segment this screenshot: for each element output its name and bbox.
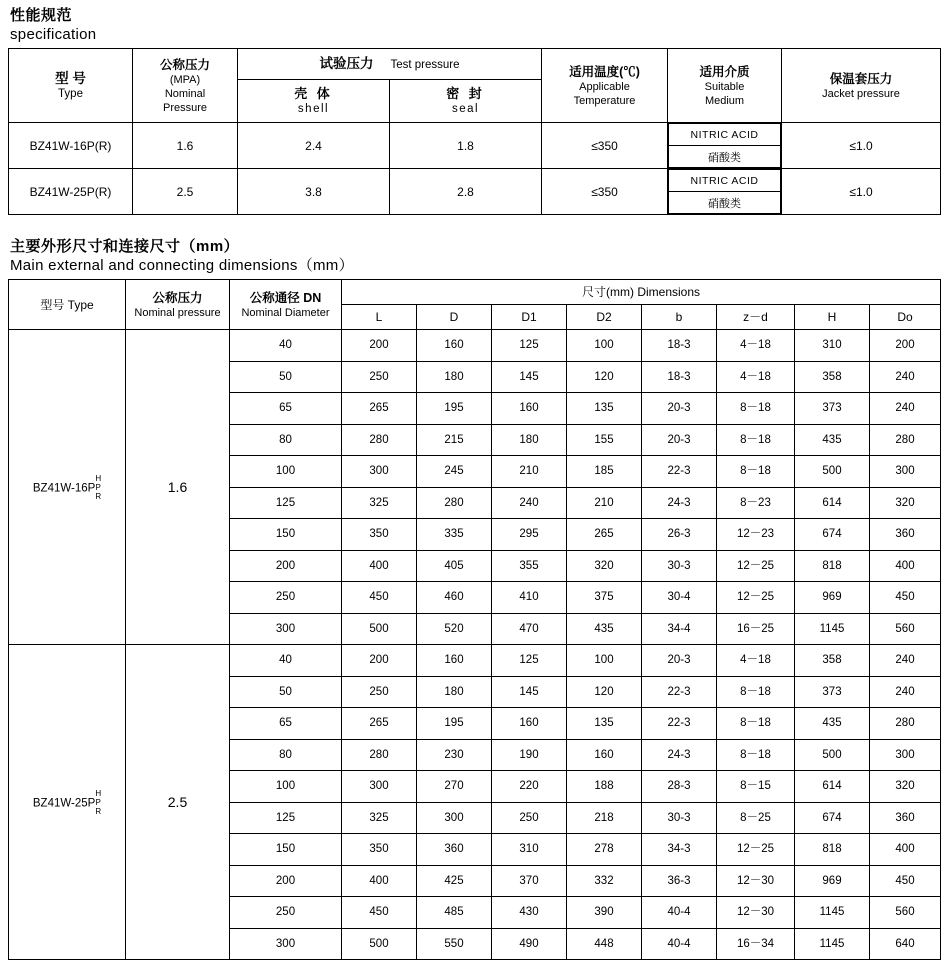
- dim-g1-r6-dn: 150: [230, 834, 342, 866]
- dim-group1-nominal-pressure: 2.5: [126, 645, 230, 960]
- dim-g0-r9-H: 1145: [795, 613, 870, 645]
- dim-g1-r2-L: 265: [342, 708, 417, 740]
- dim-g0-r6-dn: 150: [230, 519, 342, 551]
- dim-g1-r4-D: 270: [417, 771, 492, 803]
- dim-header-np-en: Nominal pressure: [134, 306, 221, 319]
- dim-g0-r5-D1: 240: [492, 487, 567, 519]
- dim-g1-r2-D1: 160: [492, 708, 567, 740]
- dim-g0-r1-b: 18-3: [642, 361, 717, 393]
- dim-g0-r8-Do: 450: [870, 582, 941, 614]
- dim-g1-r8-D2: 390: [567, 897, 642, 929]
- dim-header-col-H: H: [795, 305, 870, 330]
- dim-g0-r2-L: 265: [342, 393, 417, 425]
- dim-header-col-D1: D1: [492, 305, 567, 330]
- dim-g1-r8-dn: 250: [230, 897, 342, 929]
- dim-g1-r2-Do: 280: [870, 708, 941, 740]
- table-row: [9, 123, 941, 169]
- spec-row1-seal: 2.8: [390, 169, 542, 215]
- section-spacer: [8, 215, 940, 237]
- dim-g1-r4-D1: 220: [492, 771, 567, 803]
- dim-g0-r5-Do: 320: [870, 487, 941, 519]
- dim-g1-r0-dn: 40: [230, 645, 342, 677]
- dim-g0-r1-D: 180: [417, 361, 492, 393]
- spec-header-type-cn: 型 号: [55, 71, 86, 86]
- dim-g0-r5-zd: 8－23: [717, 487, 795, 519]
- dim-group1-model-stack: [95, 789, 101, 816]
- dim-header-col-D2: D2: [567, 305, 642, 330]
- dim-g0-r4-D2: 185: [567, 456, 642, 488]
- dim-g1-r7-H: 969: [795, 865, 870, 897]
- spec-header-jacket-en: Jacket pressure: [822, 87, 900, 100]
- dim-g1-r3-zd: 8－18: [717, 739, 795, 771]
- dim-g0-r1-dn: 50: [230, 361, 342, 393]
- dim-header-col-b: b: [642, 305, 717, 330]
- dim-g0-r0-b: 18-3: [642, 330, 717, 362]
- dim-header-col-L: L: [342, 305, 417, 330]
- dim-header-type: [9, 280, 126, 330]
- dim-g0-r5-H: 614: [795, 487, 870, 519]
- specification-table: [8, 48, 941, 215]
- dim-header-dimensions-label: 尺寸(mm) Dimensions: [582, 285, 701, 299]
- dim-g1-r3-D: 230: [417, 739, 492, 771]
- dim-g1-r3-Do: 300: [870, 739, 941, 771]
- dim-g0-r3-b: 20-3: [642, 424, 717, 456]
- dim-group0-nominal-pressure: 1.6: [126, 330, 230, 645]
- dim-g0-r0-H: 310: [795, 330, 870, 362]
- dim-g1-r0-D: 160: [417, 645, 492, 677]
- dim-g1-r0-b: 20-3: [642, 645, 717, 677]
- dim-g0-r8-D2: 375: [567, 582, 642, 614]
- dim-g0-r8-D1: 410: [492, 582, 567, 614]
- dim-g0-r6-D2: 265: [567, 519, 642, 551]
- dim-g1-r3-H: 500: [795, 739, 870, 771]
- dim-g0-r0-D: 160: [417, 330, 492, 362]
- dim-g1-r7-zd: 12－30: [717, 865, 795, 897]
- dim-g0-r9-zd: 16－25: [717, 613, 795, 645]
- dim-g1-r5-Do: 360: [870, 802, 941, 834]
- dim-g0-r6-D1: 295: [492, 519, 567, 551]
- dim-g1-r9-Do: 640: [870, 928, 941, 960]
- dim-g0-r2-zd: 8－18: [717, 393, 795, 425]
- dim-g1-r1-D2: 120: [567, 676, 642, 708]
- dim-group0-model-main: BZ41W-16P: [32, 482, 96, 495]
- dim-group1-model-sub-mid: P: [95, 797, 101, 807]
- dim-g0-r5-D2: 210: [567, 487, 642, 519]
- spec-header-nominal-pressure: [133, 49, 238, 123]
- dim-g1-r2-dn: 65: [230, 708, 342, 740]
- dim-g1-r3-D1: 190: [492, 739, 567, 771]
- dim-group1-model-sub-bot: R: [95, 806, 102, 816]
- spec-header-medium-cn: 适用介质: [699, 64, 750, 79]
- dim-header-nominal-pressure: [126, 280, 230, 330]
- dim-g0-r0-L: 200: [342, 330, 417, 362]
- dim-g0-r1-Do: 240: [870, 361, 941, 393]
- spec-header-np-unit: (MPA): [169, 73, 201, 86]
- spec-header-seal-en: seal: [451, 103, 480, 115]
- spec-header-seal: [390, 80, 542, 123]
- dim-g1-r0-D1: 125: [492, 645, 567, 677]
- dim-g0-r4-dn: 100: [230, 456, 342, 488]
- dim-g1-r9-H: 1145: [795, 928, 870, 960]
- dim-g1-r8-D: 485: [417, 897, 492, 929]
- dim-g0-r7-D1: 355: [492, 550, 567, 582]
- spec-row1-medium-cn: 硝酸类: [669, 192, 781, 214]
- dim-g1-r1-D: 180: [417, 676, 492, 708]
- spec-row0-medium-en: NITRIC ACID: [669, 124, 781, 146]
- dim-g0-r9-Do: 560: [870, 613, 941, 645]
- dim-g1-r6-zd: 12－25: [717, 834, 795, 866]
- dim-g0-r6-b: 26-3: [642, 519, 717, 551]
- dim-g1-r2-D2: 135: [567, 708, 642, 740]
- spec-header-row-1: [9, 49, 941, 80]
- dim-header-type-label: 型号 Type: [40, 297, 94, 312]
- dim-g0-r4-D1: 210: [492, 456, 567, 488]
- dim-g0-r6-H: 674: [795, 519, 870, 551]
- dim-g1-r1-dn: 50: [230, 676, 342, 708]
- dim-g1-r8-zd: 12－30: [717, 897, 795, 929]
- spec-header-temp-en2: Temperature: [573, 94, 636, 107]
- dim-g1-r7-D2: 332: [567, 865, 642, 897]
- dim-g0-r2-D2: 135: [567, 393, 642, 425]
- spec-header-shell-cn: 壳 体: [294, 86, 333, 101]
- dim-g1-r0-zd: 4－18: [717, 645, 795, 677]
- dim-g1-r0-Do: 240: [870, 645, 941, 677]
- dim-g0-r4-Do: 300: [870, 456, 941, 488]
- dimensions-heading: [10, 237, 940, 275]
- specification-heading: [10, 6, 940, 44]
- spec-row1-jacket: ≤1.0: [782, 169, 941, 215]
- spec-row1-type: BZ41W-25P(R): [9, 169, 133, 215]
- dim-group1-model-main: BZ41W-25P: [32, 797, 96, 810]
- spec-row1-medium: [668, 169, 782, 215]
- dim-g0-r0-D1: 125: [492, 330, 567, 362]
- dim-g0-r9-b: 34-4: [642, 613, 717, 645]
- specification-heading-en: specification: [10, 26, 97, 43]
- dim-g0-r4-D: 245: [417, 456, 492, 488]
- dim-group1-model: [9, 645, 126, 960]
- dim-g0-r8-b: 30-4: [642, 582, 717, 614]
- dim-g0-r4-zd: 8－18: [717, 456, 795, 488]
- dim-g1-r0-D2: 100: [567, 645, 642, 677]
- spec-row0-jacket: ≤1.0: [782, 123, 941, 169]
- dim-g0-r3-H: 435: [795, 424, 870, 456]
- dim-g1-r7-L: 400: [342, 865, 417, 897]
- dim-g0-r6-L: 350: [342, 519, 417, 551]
- dim-g1-r1-b: 22-3: [642, 676, 717, 708]
- dim-g1-r6-b: 34-3: [642, 834, 717, 866]
- dim-g0-r0-D2: 100: [567, 330, 642, 362]
- dim-g1-r7-Do: 450: [870, 865, 941, 897]
- dim-g0-r2-dn: 65: [230, 393, 342, 425]
- dim-g0-r9-L: 500: [342, 613, 417, 645]
- dim-g0-r6-zd: 12－23: [717, 519, 795, 551]
- spec-row0-temperature: ≤350: [542, 123, 668, 169]
- spec-header-shell: [238, 80, 390, 123]
- dim-header-col-zd: z－d: [717, 305, 795, 330]
- dim-g1-r5-D1: 250: [492, 802, 567, 834]
- dim-g0-r0-zd: 4－18: [717, 330, 795, 362]
- dim-g1-r4-D2: 188: [567, 771, 642, 803]
- dim-g0-r6-D: 335: [417, 519, 492, 551]
- dim-g0-r4-L: 300: [342, 456, 417, 488]
- dim-g1-r3-L: 280: [342, 739, 417, 771]
- table-row: [9, 330, 941, 362]
- dim-g0-r8-H: 969: [795, 582, 870, 614]
- dim-g1-r7-b: 36-3: [642, 865, 717, 897]
- spec-row0-shell: 2.4: [238, 123, 390, 169]
- dim-g1-r7-D: 425: [417, 865, 492, 897]
- spec-row1-temperature: ≤350: [542, 169, 668, 215]
- dim-header-dn-cn: 公称通径 DN: [249, 290, 322, 305]
- dim-g1-r4-Do: 320: [870, 771, 941, 803]
- dim-g0-r9-D2: 435: [567, 613, 642, 645]
- dim-g0-r7-H: 818: [795, 550, 870, 582]
- dim-g1-r1-H: 373: [795, 676, 870, 708]
- dim-g0-r3-Do: 280: [870, 424, 941, 456]
- dim-g1-r4-H: 614: [795, 771, 870, 803]
- dim-g1-r0-H: 358: [795, 645, 870, 677]
- dim-g0-r3-L: 280: [342, 424, 417, 456]
- dim-g1-r9-D2: 448: [567, 928, 642, 960]
- dim-g1-r7-dn: 200: [230, 865, 342, 897]
- dim-g1-r4-L: 300: [342, 771, 417, 803]
- dim-g0-r7-b: 30-3: [642, 550, 717, 582]
- dim-g1-r6-H: 818: [795, 834, 870, 866]
- spec-header-temp-cn: 适用温度(℃): [569, 64, 640, 79]
- dim-g0-r8-zd: 12－25: [717, 582, 795, 614]
- dim-header-row-1: [9, 280, 941, 305]
- dim-g0-r1-D2: 120: [567, 361, 642, 393]
- spec-row0-seal: 1.8: [390, 123, 542, 169]
- dim-g0-r2-D1: 160: [492, 393, 567, 425]
- specification-heading-cn: 性能规范: [10, 7, 73, 24]
- dim-header-dimensions: [342, 280, 941, 305]
- spec-header-np-en2: Pressure: [162, 101, 208, 114]
- spec-header-jacket-cn: 保温套压力: [829, 71, 893, 86]
- dim-g1-r8-D1: 430: [492, 897, 567, 929]
- dim-g1-r5-zd: 8－25: [717, 802, 795, 834]
- dim-g0-r3-dn: 80: [230, 424, 342, 456]
- dim-g1-r6-Do: 400: [870, 834, 941, 866]
- dim-g1-r5-L: 325: [342, 802, 417, 834]
- dim-g1-r9-b: 40-4: [642, 928, 717, 960]
- spec-row0-nominal-pressure: 1.6: [133, 123, 238, 169]
- spec-row1-medium-en: NITRIC ACID: [669, 170, 781, 192]
- dim-header-np-cn: 公称压力: [152, 290, 203, 305]
- dim-g1-r8-H: 1145: [795, 897, 870, 929]
- dim-g1-r5-D: 300: [417, 802, 492, 834]
- dim-g1-r8-L: 450: [342, 897, 417, 929]
- dim-g0-r6-Do: 360: [870, 519, 941, 551]
- dim-g1-r2-D: 195: [417, 708, 492, 740]
- dim-g0-r1-L: 250: [342, 361, 417, 393]
- dim-header-col-D: D: [417, 305, 492, 330]
- spec-header-temp-en1: Applicable: [579, 80, 630, 93]
- dim-g0-r3-D2: 155: [567, 424, 642, 456]
- dimensions-heading-cn: 主要外形尺寸和连接尺寸（mm）: [10, 238, 240, 255]
- dim-g0-r7-dn: 200: [230, 550, 342, 582]
- spec-header-seal-cn: 密 封: [446, 86, 485, 101]
- dim-g1-r5-D2: 218: [567, 802, 642, 834]
- dim-g0-r5-dn: 125: [230, 487, 342, 519]
- dim-header-col-Do: Do: [870, 305, 941, 330]
- dim-g0-r7-zd: 12－25: [717, 550, 795, 582]
- dim-g1-r9-D: 550: [417, 928, 492, 960]
- dim-g0-r3-D: 215: [417, 424, 492, 456]
- dim-g1-r3-dn: 80: [230, 739, 342, 771]
- dim-g0-r3-D1: 180: [492, 424, 567, 456]
- dim-g0-r9-D1: 470: [492, 613, 567, 645]
- dim-g1-r6-D2: 278: [567, 834, 642, 866]
- dim-g1-r6-D1: 310: [492, 834, 567, 866]
- dim-g0-r4-b: 22-3: [642, 456, 717, 488]
- dimensions-heading-en: Main external and connecting dimensions（mm）: [10, 257, 354, 274]
- dim-g1-r1-zd: 8－18: [717, 676, 795, 708]
- dim-g1-r9-D1: 490: [492, 928, 567, 960]
- table-row: [9, 645, 941, 677]
- dim-g0-r5-D: 280: [417, 487, 492, 519]
- spec-header-medium: [668, 49, 782, 123]
- dim-group0-model-sub-bot: R: [95, 491, 102, 501]
- spec-row0-type: BZ41W-16P(R): [9, 123, 133, 169]
- spec-header-shell-en: shell: [297, 103, 330, 115]
- spec-header-type-en: Type: [58, 88, 83, 100]
- spec-row0-medium-cn: 硝酸类: [669, 146, 781, 168]
- dim-g1-r3-D2: 160: [567, 739, 642, 771]
- dim-g1-r5-b: 30-3: [642, 802, 717, 834]
- dim-g1-r1-L: 250: [342, 676, 417, 708]
- dim-g0-r1-D1: 145: [492, 361, 567, 393]
- dim-g1-r9-dn: 300: [230, 928, 342, 960]
- spec-header-np-cn: 公称压力: [159, 57, 210, 72]
- dim-g1-r3-b: 24-3: [642, 739, 717, 771]
- dim-g0-r7-Do: 400: [870, 550, 941, 582]
- spec-row0-medium: [668, 123, 782, 169]
- dim-g0-r3-zd: 8－18: [717, 424, 795, 456]
- dim-group0-model-stack: [95, 474, 101, 501]
- dim-g0-r8-L: 450: [342, 582, 417, 614]
- dim-g0-r9-dn: 300: [230, 613, 342, 645]
- dim-g1-r2-H: 435: [795, 708, 870, 740]
- spec-header-medium-en1: Suitable: [704, 80, 745, 93]
- dim-group1-model-sub-top: H: [95, 788, 102, 798]
- dim-g1-r4-b: 28-3: [642, 771, 717, 803]
- dim-g1-r0-L: 200: [342, 645, 417, 677]
- spec-header-test-pressure: [238, 49, 542, 80]
- dim-g1-r9-L: 500: [342, 928, 417, 960]
- dim-g0-r0-dn: 40: [230, 330, 342, 362]
- dim-g0-r8-dn: 250: [230, 582, 342, 614]
- dim-g0-r5-L: 325: [342, 487, 417, 519]
- dim-g0-r0-Do: 200: [870, 330, 941, 362]
- dim-group0-model: [9, 330, 126, 645]
- dim-g0-r2-Do: 240: [870, 393, 941, 425]
- spec-header-jacket: [782, 49, 941, 123]
- dim-group0-model-sub-top: H: [95, 473, 102, 483]
- dim-g1-r2-b: 22-3: [642, 708, 717, 740]
- dim-group0-model-sub-mid: P: [95, 482, 101, 492]
- dim-g1-r2-zd: 8－18: [717, 708, 795, 740]
- spec-row1-nominal-pressure: 2.5: [133, 169, 238, 215]
- dim-g1-r4-dn: 100: [230, 771, 342, 803]
- dim-g1-r9-zd: 16－34: [717, 928, 795, 960]
- dim-g1-r1-D1: 145: [492, 676, 567, 708]
- dim-g1-r6-L: 350: [342, 834, 417, 866]
- dim-g1-r1-Do: 240: [870, 676, 941, 708]
- dim-g0-r7-L: 400: [342, 550, 417, 582]
- dim-header-dn: [230, 280, 342, 330]
- table-row: [9, 169, 941, 215]
- dim-g1-r5-H: 674: [795, 802, 870, 834]
- dim-g1-r4-zd: 8－15: [717, 771, 795, 803]
- dim-g0-r7-D: 405: [417, 550, 492, 582]
- dim-g1-r7-D1: 370: [492, 865, 567, 897]
- spec-header-tp-en: Test pressure: [390, 59, 460, 71]
- dim-g0-r5-b: 24-3: [642, 487, 717, 519]
- dim-g1-r6-D: 360: [417, 834, 492, 866]
- dim-g0-r2-H: 373: [795, 393, 870, 425]
- dim-g0-r1-zd: 4－18: [717, 361, 795, 393]
- dim-g0-r7-D2: 320: [567, 550, 642, 582]
- dim-g0-r2-D: 195: [417, 393, 492, 425]
- spec-header-medium-en2: Medium: [704, 94, 745, 107]
- dim-g1-r8-b: 40-4: [642, 897, 717, 929]
- dim-g1-r5-dn: 125: [230, 802, 342, 834]
- dimensions-table: [8, 279, 941, 960]
- dim-g0-r2-b: 20-3: [642, 393, 717, 425]
- dim-g1-r8-Do: 560: [870, 897, 941, 929]
- spec-header-np-en1: Nominal: [164, 87, 206, 100]
- dim-g0-r8-D: 460: [417, 582, 492, 614]
- spec-row1-shell: 3.8: [238, 169, 390, 215]
- dim-g0-r4-H: 500: [795, 456, 870, 488]
- spec-header-tp-cn: 试验压力: [319, 56, 374, 71]
- dim-g0-r1-H: 358: [795, 361, 870, 393]
- spec-header-type: [9, 49, 133, 123]
- spec-header-temperature: [542, 49, 668, 123]
- dim-header-dn-en: Nominal Diameter: [241, 306, 330, 319]
- dim-g0-r9-D: 520: [417, 613, 492, 645]
